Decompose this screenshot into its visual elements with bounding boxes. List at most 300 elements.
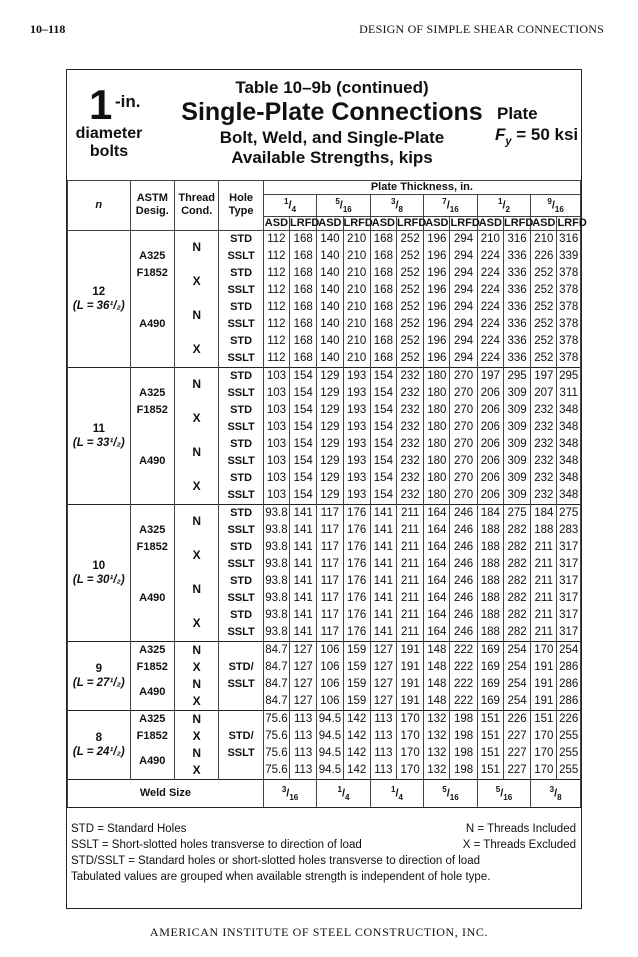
col-n: n — [68, 181, 131, 231]
strength-value: 106 — [317, 641, 343, 659]
strength-value: 224 — [477, 316, 503, 333]
strength-value: 140 — [317, 299, 343, 316]
strength-value: 154 — [290, 367, 317, 385]
strength-value: 282 — [503, 539, 530, 556]
strength-value: 141 — [290, 504, 317, 522]
thread-cell: X — [174, 728, 218, 745]
strength-value: 159 — [343, 693, 370, 711]
strength-value: 232 — [397, 487, 424, 505]
section-title: DESIGN OF SIMPLE SHEAR CONNECTIONS — [359, 22, 604, 36]
strength-value: 127 — [290, 659, 317, 676]
strength-value: 348 — [557, 453, 581, 470]
strength-value: 140 — [317, 265, 343, 282]
strength-value: 129 — [317, 487, 343, 505]
thread-cell: X — [174, 265, 218, 299]
thickness-header: $^1/_2$ — [477, 195, 530, 217]
col-thread: Thread Cond. — [174, 181, 218, 231]
strength-value: 210 — [343, 299, 370, 316]
plate-label: Plate — [497, 104, 538, 123]
footer: AMERICAN INSTITUTE OF STEEL CONSTRUCTION, INC. — [149, 925, 489, 939]
strength-value: 378 — [557, 282, 581, 299]
strength-value: 151 — [531, 710, 557, 728]
strength-value: 294 — [450, 333, 477, 350]
strength-value: 206 — [477, 402, 503, 419]
table-row — [68, 728, 581, 745]
hole-type-cell: SSLT — [219, 282, 263, 299]
hole-type-cell: STD — [219, 333, 263, 350]
plate-thickness-header: Plate Thickness, in. — [263, 181, 580, 195]
asd-header: ASD — [318, 216, 342, 229]
strength-value: 141 — [370, 590, 396, 607]
strength-value: 168 — [370, 282, 396, 299]
strength-value: 309 — [503, 470, 530, 487]
strength-value: 188 — [477, 539, 503, 556]
strength-value: 94.5 — [317, 710, 343, 728]
lrfd-header: LRFD — [557, 216, 587, 229]
strength-value: 154 — [290, 402, 317, 419]
strength-value: 317 — [557, 573, 581, 590]
hole-type-cell: STD — [219, 299, 263, 316]
strength-value: 211 — [531, 590, 557, 607]
strength-value: 168 — [370, 265, 396, 282]
strength-value: 252 — [397, 230, 424, 248]
strength-value: 226 — [531, 248, 557, 265]
lrfd-header: LRFD — [397, 216, 427, 229]
strength-value: 210 — [343, 230, 370, 248]
strength-value: 184 — [477, 504, 503, 522]
strength-value: 316 — [557, 230, 581, 248]
strength-value: 103 — [263, 487, 289, 505]
strength-value: 227 — [503, 745, 530, 762]
strength-value: 252 — [397, 282, 424, 299]
strength-value: 196 — [424, 350, 450, 368]
strength-value: 191 — [397, 641, 424, 659]
strength-value: 193 — [343, 402, 370, 419]
strength-value: 210 — [343, 316, 370, 333]
astm-cell: A325 — [130, 641, 174, 659]
strength-value: 170 — [397, 745, 424, 762]
strength-value: 226 — [503, 710, 530, 728]
strength-value: 140 — [317, 333, 343, 350]
astm-cell: A490 — [130, 676, 174, 711]
strength-value: 286 — [557, 659, 581, 676]
strength-value: 254 — [503, 659, 530, 676]
strength-value: 154 — [290, 470, 317, 487]
strength-value: 282 — [503, 624, 530, 642]
strength-value: 112 — [263, 265, 289, 282]
strength-value: 206 — [477, 470, 503, 487]
strength-value: 196 — [424, 282, 450, 299]
strength-value: 252 — [531, 299, 557, 316]
strength-value: 222 — [450, 676, 477, 693]
strength-value: 148 — [424, 676, 450, 693]
note-std-sslt: STD/SSLT = Standard holes or short-slotted holes transverse to direction of load — [71, 855, 480, 867]
strength-value: 348 — [557, 419, 581, 436]
strength-value: 164 — [424, 539, 450, 556]
thickness-header: $^1/_4$ — [263, 195, 316, 217]
strength-value: 246 — [450, 539, 477, 556]
strength-value: 140 — [317, 230, 343, 248]
strength-value: 252 — [397, 350, 424, 368]
strength-value: 275 — [557, 504, 581, 522]
thickness-header: $^5/_{16}$ — [317, 195, 370, 217]
strength-value: 295 — [503, 367, 530, 385]
strength-value: 317 — [557, 556, 581, 573]
hole-type-cell: STD — [219, 504, 263, 522]
strength-value: 164 — [424, 504, 450, 522]
strength-value: 164 — [424, 624, 450, 642]
note-x-threads: X = Threads Excluded — [462, 839, 576, 851]
strength-value: 232 — [397, 453, 424, 470]
strength-value: 170 — [531, 762, 557, 780]
bolt-count: 8 — [95, 731, 102, 744]
strength-value: 127 — [370, 641, 396, 659]
strength-value: 140 — [317, 316, 343, 333]
hole-type-cell: SSLT — [219, 522, 263, 539]
strength-value: 180 — [424, 470, 450, 487]
strength-value: 224 — [477, 265, 503, 282]
strength-value: 180 — [424, 367, 450, 385]
table-row — [68, 367, 581, 385]
strength-value: 129 — [317, 436, 343, 453]
strength-value: 294 — [450, 299, 477, 316]
note-tabulated: Tabulated values are grouped when available strength is independent of hole type. — [71, 871, 491, 883]
strength-value: 232 — [397, 436, 424, 453]
strength-value: 309 — [503, 385, 530, 402]
note-sslt: SSLT = Short-slotted holes transverse to direction of load — [71, 839, 362, 851]
strength-value: 132 — [424, 728, 450, 745]
strength-value: 103 — [263, 419, 289, 436]
strength-value: 282 — [503, 590, 530, 607]
strength-value: 246 — [450, 624, 477, 642]
strength-value: 168 — [370, 350, 396, 368]
strength-value: 378 — [557, 333, 581, 350]
thickness-header: $^9/_{16}$ — [531, 195, 581, 217]
strength-value: 254 — [503, 676, 530, 693]
strength-value: 168 — [290, 265, 317, 282]
strength-value: 275 — [503, 504, 530, 522]
strength-value: 295 — [557, 367, 581, 385]
strength-value: 270 — [450, 402, 477, 419]
strength-value: 378 — [557, 350, 581, 368]
thread-cell: X — [174, 762, 218, 780]
strength-value: 141 — [370, 556, 396, 573]
strength-value: 232 — [531, 470, 557, 487]
table-frame — [66, 69, 587, 909]
strength-value: 196 — [424, 316, 450, 333]
table-number: Table 10–9b (continued) — [235, 78, 429, 97]
strength-value: 117 — [317, 573, 343, 590]
bolt-description — [67, 125, 151, 161]
table-row — [68, 745, 581, 762]
strength-value: 168 — [370, 230, 396, 248]
astm-cell: A325 F1852 — [130, 367, 174, 436]
strength-value: 270 — [450, 436, 477, 453]
strength-value: 151 — [477, 728, 503, 745]
strength-value: 117 — [317, 522, 343, 539]
strength-value: 141 — [370, 504, 396, 522]
strength-value: 164 — [424, 556, 450, 573]
strength-value: 309 — [503, 419, 530, 436]
strength-value: 176 — [343, 607, 370, 624]
strength-value: 176 — [343, 556, 370, 573]
strength-value: 286 — [557, 676, 581, 693]
strength-value: 117 — [317, 590, 343, 607]
strength-value: 169 — [477, 676, 503, 693]
strength-value: 232 — [397, 385, 424, 402]
strength-value: 170 — [531, 641, 557, 659]
strength-value: 191 — [397, 659, 424, 676]
strength-value: 159 — [343, 641, 370, 659]
strength-value: 168 — [370, 333, 396, 350]
strength-value: 142 — [343, 710, 370, 728]
strength-value: 75.6 — [263, 745, 289, 762]
thickness-header: $^3/_8$ — [370, 195, 423, 217]
strength-value: 93.8 — [263, 590, 289, 607]
strength-value: 117 — [317, 607, 343, 624]
strength-value: 168 — [290, 248, 317, 265]
notes — [71, 821, 576, 885]
strength-value: 191 — [531, 676, 557, 693]
strength-value: 154 — [290, 453, 317, 470]
strength-value: 317 — [557, 539, 581, 556]
bolt-desc-line-1: diameter — [75, 125, 143, 142]
strength-value: 232 — [531, 436, 557, 453]
strength-value: 270 — [450, 470, 477, 487]
strength-value: 168 — [290, 316, 317, 333]
strength-value: 84.7 — [263, 641, 289, 659]
asd-header: ASD — [532, 216, 556, 229]
strength-value: 309 — [503, 453, 530, 470]
strength-value: 210 — [477, 230, 503, 248]
strength-value: 317 — [557, 590, 581, 607]
subtitle-line-1: Bolt, Weld, and Single-Plate — [219, 128, 445, 147]
thread-cell: N — [174, 436, 218, 470]
strength-value: 141 — [290, 607, 317, 624]
strength-value: 117 — [317, 539, 343, 556]
strength-value: 188 — [531, 522, 557, 539]
strength-value: 294 — [450, 316, 477, 333]
strength-value: 317 — [557, 607, 581, 624]
strength-value: 193 — [343, 453, 370, 470]
strength-value: 180 — [424, 385, 450, 402]
thread-cell: X — [174, 659, 218, 676]
lrfd-header: LRFD — [450, 216, 480, 229]
strength-value: 211 — [531, 607, 557, 624]
bolt-count: 9 — [95, 662, 102, 675]
strength-value: 169 — [477, 641, 503, 659]
strength-value: 211 — [397, 504, 424, 522]
strength-value: 336 — [503, 350, 530, 368]
strength-value: 339 — [557, 248, 581, 265]
strength-value: 246 — [450, 590, 477, 607]
table-row — [68, 230, 581, 248]
strength-value: 255 — [557, 728, 581, 745]
table-head — [68, 181, 587, 231]
plate-length: (L = 33¹/₂) — [72, 436, 125, 449]
bolt-count: 11 — [92, 422, 105, 435]
hole-type-cell: STD — [219, 573, 263, 590]
strength-value: 191 — [531, 659, 557, 676]
strength-value: 129 — [317, 367, 343, 385]
thread-cell: X — [174, 539, 218, 573]
strength-value: 294 — [450, 248, 477, 265]
strength-value: 93.8 — [263, 556, 289, 573]
strength-value: 211 — [531, 624, 557, 642]
strength-value: 348 — [557, 487, 581, 505]
strength-value: 176 — [343, 624, 370, 642]
strength-value: 94.5 — [317, 728, 343, 745]
hole-type-cell: SSLT — [219, 350, 263, 368]
strength-value: 180 — [424, 419, 450, 436]
strength-value: 224 — [477, 350, 503, 368]
strength-value: 113 — [370, 710, 396, 728]
table-row — [68, 641, 581, 659]
bolt-count-cell — [68, 710, 131, 779]
asd-header: ASD — [478, 216, 502, 229]
strength-value: 151 — [477, 710, 503, 728]
strength-value: 336 — [503, 282, 530, 299]
strength-value: 93.8 — [263, 522, 289, 539]
strength-value: 311 — [557, 385, 581, 402]
strength-value: 294 — [450, 350, 477, 368]
strength-value: 112 — [263, 299, 289, 316]
note-n-threads: N = Threads Included — [465, 823, 576, 835]
strength-value: 75.6 — [263, 728, 289, 745]
strength-value: 188 — [477, 522, 503, 539]
strength-value: 207 — [531, 385, 557, 402]
weld-size-value: $^3/_{16}$ — [263, 779, 316, 807]
strength-value: 210 — [343, 265, 370, 282]
strength-value: 252 — [531, 333, 557, 350]
strength-value: 141 — [290, 573, 317, 590]
strength-value: 270 — [450, 385, 477, 402]
strength-value: 75.6 — [263, 710, 289, 728]
strength-value: 169 — [477, 693, 503, 711]
strength-value: 198 — [450, 745, 477, 762]
hole-type-cell: SSLT — [219, 453, 263, 470]
strength-value: 255 — [557, 762, 581, 780]
strength-value: 112 — [263, 350, 289, 368]
strength-value: 210 — [343, 248, 370, 265]
strength-value: 112 — [263, 230, 289, 248]
bolt-size-unit: -in. — [115, 92, 141, 111]
hole-type-cell: STD — [219, 539, 263, 556]
strength-value: 294 — [450, 282, 477, 299]
strength-value: 336 — [503, 265, 530, 282]
strength-value: 154 — [370, 436, 396, 453]
astm-cell: F1852 — [130, 659, 174, 676]
bolt-desc-line-2: bolts — [89, 143, 129, 160]
strength-value: 222 — [450, 659, 477, 676]
strength-value: 206 — [477, 487, 503, 505]
strength-value: 348 — [557, 402, 581, 419]
table-row — [68, 436, 581, 453]
strength-value: 93.8 — [263, 504, 289, 522]
strength-value: 196 — [424, 248, 450, 265]
table-row — [68, 573, 581, 590]
strength-value: 142 — [343, 762, 370, 780]
strength-value: 211 — [397, 590, 424, 607]
strength-value: 103 — [263, 453, 289, 470]
strength-value: 180 — [424, 436, 450, 453]
strength-value: 252 — [397, 333, 424, 350]
thread-cell: X — [174, 402, 218, 436]
thread-cell: N — [174, 676, 218, 693]
strength-value: 113 — [290, 728, 317, 745]
hole-type-cell: SSLT — [219, 556, 263, 573]
strength-value: 193 — [343, 385, 370, 402]
table-row — [68, 299, 581, 316]
strength-value: 193 — [343, 367, 370, 385]
strength-value: 196 — [424, 265, 450, 282]
strength-value: 191 — [397, 676, 424, 693]
strength-value: 170 — [531, 745, 557, 762]
strength-value: 211 — [397, 539, 424, 556]
strength-value: 154 — [370, 402, 396, 419]
strength-value: 127 — [370, 659, 396, 676]
strength-value: 168 — [370, 299, 396, 316]
page-number: 10–118 — [30, 22, 66, 36]
strength-value: 176 — [343, 504, 370, 522]
table-title: Single-Plate Connections — [181, 98, 483, 126]
strength-value: 154 — [370, 419, 396, 436]
strength-value: 252 — [397, 316, 424, 333]
strength-value: 84.7 — [263, 676, 289, 693]
strength-value: 210 — [531, 230, 557, 248]
astm-cell: A490 — [130, 573, 174, 642]
strength-value: 117 — [317, 556, 343, 573]
strength-value: 113 — [370, 745, 396, 762]
hole-type-cell: SSLT — [219, 590, 263, 607]
strength-value: 154 — [370, 367, 396, 385]
strength-value: 252 — [531, 265, 557, 282]
bolt-count-cell — [68, 367, 131, 504]
strength-value: 222 — [450, 693, 477, 711]
strength-value: 103 — [263, 385, 289, 402]
strength-value: 168 — [370, 248, 396, 265]
strength-value: 168 — [290, 350, 317, 368]
strength-value: 198 — [450, 762, 477, 780]
strength-value: 188 — [477, 607, 503, 624]
thread-cell: X — [174, 333, 218, 368]
strength-value: 154 — [290, 419, 317, 436]
strength-table — [67, 180, 587, 808]
strength-value: 170 — [397, 728, 424, 745]
strength-value: 232 — [397, 402, 424, 419]
strength-value: 193 — [343, 436, 370, 453]
strength-value: 129 — [317, 402, 343, 419]
strength-value: 270 — [450, 419, 477, 436]
strength-value: 93.8 — [263, 607, 289, 624]
strength-value: 151 — [477, 745, 503, 762]
col-astm: ASTM Desig. — [130, 181, 174, 231]
strength-value: 154 — [290, 436, 317, 453]
strength-value: 148 — [424, 693, 450, 711]
strength-value: 232 — [531, 453, 557, 470]
strength-value: 84.7 — [263, 659, 289, 676]
strength-value: 309 — [503, 402, 530, 419]
strength-value: 309 — [503, 487, 530, 505]
strength-value: 132 — [424, 762, 450, 780]
table-row — [68, 504, 581, 522]
strength-value: 164 — [424, 573, 450, 590]
strength-value: 378 — [557, 265, 581, 282]
thread-cell: N — [174, 230, 218, 265]
strength-value: 84.7 — [263, 693, 289, 711]
strength-value: 164 — [424, 590, 450, 607]
strength-value: 113 — [370, 728, 396, 745]
